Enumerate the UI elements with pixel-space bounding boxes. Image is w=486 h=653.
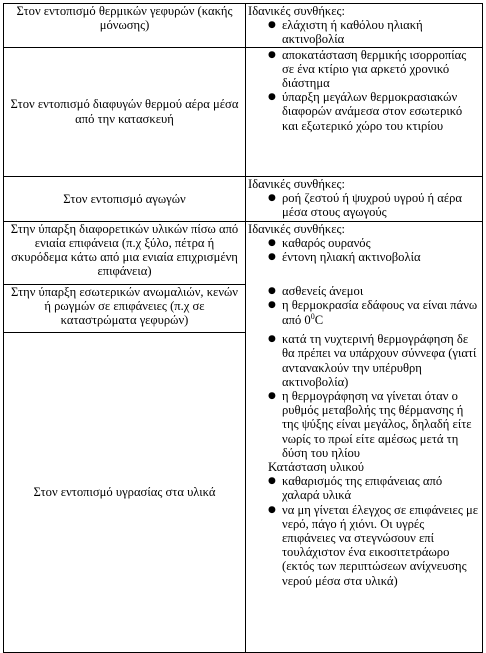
bullet-icon: ● [268, 390, 276, 401]
conditions-cell [246, 221, 483, 284]
conditions-list [248, 332, 480, 460]
material-state-list [248, 474, 480, 588]
conditions-list [248, 236, 480, 264]
bullet-icon: ● [268, 192, 276, 203]
table-row [4, 221, 483, 284]
application-cell: Στον εντοπισμό θερμικών γεφυρών (κακής μόνωσης) [4, 4, 246, 48]
conditions-header: Ιδανικές συνθήκες: [248, 4, 346, 18]
degree-superscript: 0 [310, 311, 315, 321]
application-cell: Στην ύπαρξη διαφορετικών υλικών πίσω από ενιαία επιφάνεια (π.χ ξύλο, πέτρα ή σκυρόδεμα κάτω από μια ενιαία επιχρισμένη επιφάνεια) [4, 221, 246, 284]
list-item: ● να μη γίνεται έλεγχος σε επιφάνειες με νερό, πάγο ή χιόνι. Οι υγρές επιφάνειες να στεγνώσουν επί τουλάχιστον ένα εικοσιτετράωρο (εκτός των περιπτώσεων ανίχνευσης νερού μέσα στα υλικά) [268, 502, 479, 588]
list-item: ● αποκατάσταση θερμικής ισορροπίας σε ένα κτίριο για αρκετό χρονικό διάστημα [268, 47, 467, 91]
application-cell: Στον εντοπισμό διαφυγών θερμού αέρα μέσα από την κατασκευή [4, 47, 246, 176]
conditions-list [248, 284, 480, 327]
conditions-cell [246, 47, 483, 176]
table-row [4, 284, 483, 332]
table-row [4, 332, 483, 652]
application-cell: Στον εντοπισμό υγρασίας στα υλικά [4, 332, 246, 652]
bullet-icon: ● [268, 476, 276, 487]
list-item: ● ύπαρξη μεγάλων θερμοκρασιακών διαφορών ανάμεσα στον εσωτερικό και εξωτερικό χώρο του κτιρίου [268, 90, 463, 133]
conditions-table-document [3, 3, 483, 653]
conditions-cell [246, 176, 483, 221]
conditions-header: Ιδανικές συνθήκες: [248, 221, 346, 236]
table-row [4, 176, 483, 221]
list-item: ● καθαρισμός της επιφάνειας από χαλαρά υλικά [268, 474, 443, 503]
list-item: ● η θερμογράφηση να γίνεται όταν ο ρυθμός μεταβολής της θέρμανσης ή της ψύξης είναι μεγάλος, δηλαδή είτε νωρίς το πρωί είτε αμέσως μετά τη δύση του ηλίου [268, 388, 472, 460]
table-row [4, 4, 483, 48]
bullet-icon: ● [268, 286, 276, 297]
bullet-icon: ● [268, 252, 276, 263]
bullet-icon: ● [268, 300, 276, 311]
conditions-list [248, 18, 480, 46]
conditions-cell [246, 332, 483, 652]
bullet-icon: ● [268, 237, 276, 248]
application-cell: Στην ύπαρξη εσωτερικών ανωμαλιών, κενών ή ρωγμών σε επιφάνειες (π.χ σε καταστρώματα γεφυρών) [4, 284, 246, 332]
list-item: ● έντονη ηλιακή ακτινοβολία [268, 250, 421, 265]
list-item: ● ροή ζεστού ή ψυχρού υγρού ή αέρα μέσα στους αγωγούς [268, 190, 463, 220]
conditions-cell [246, 4, 483, 48]
application-cell: Στον εντοπισμό αγωγών [4, 176, 246, 221]
list-item: ● κατά τη νυχτερινή θερμογράφηση δε θα πρέπει να υπάρχουν σύννεφα (γιατί αντανακλούν την υπέρυθρη ακτινοβολία) [268, 332, 477, 389]
degree-unit: C [314, 312, 324, 327]
bullet-icon: ● [268, 49, 276, 60]
bullet-icon: ● [268, 504, 276, 515]
table-row [4, 47, 483, 176]
conditions-list [248, 191, 480, 219]
list-item: ● ασθενείς άνεμοι [268, 284, 364, 299]
list-item: ● καθαρός ουρανός [268, 235, 371, 250]
bullet-icon: ● [268, 20, 276, 31]
conditions-cell [246, 284, 483, 332]
bullet-icon: ● [268, 92, 276, 103]
conditions-list [248, 48, 480, 133]
bullet-icon: ● [268, 334, 276, 345]
list-item: ● ελάχιστη ή καθόλου ηλιακή ακτινοβολία [268, 18, 423, 47]
conditions-table [3, 3, 483, 653]
material-state-header: Κατάσταση υλικού [268, 459, 365, 474]
list-item: ● η θερμοκρασία εδάφους να είναι πάνω από $0^0C$ [268, 298, 478, 327]
conditions-header: Ιδανικές συνθήκες: [248, 176, 346, 191]
